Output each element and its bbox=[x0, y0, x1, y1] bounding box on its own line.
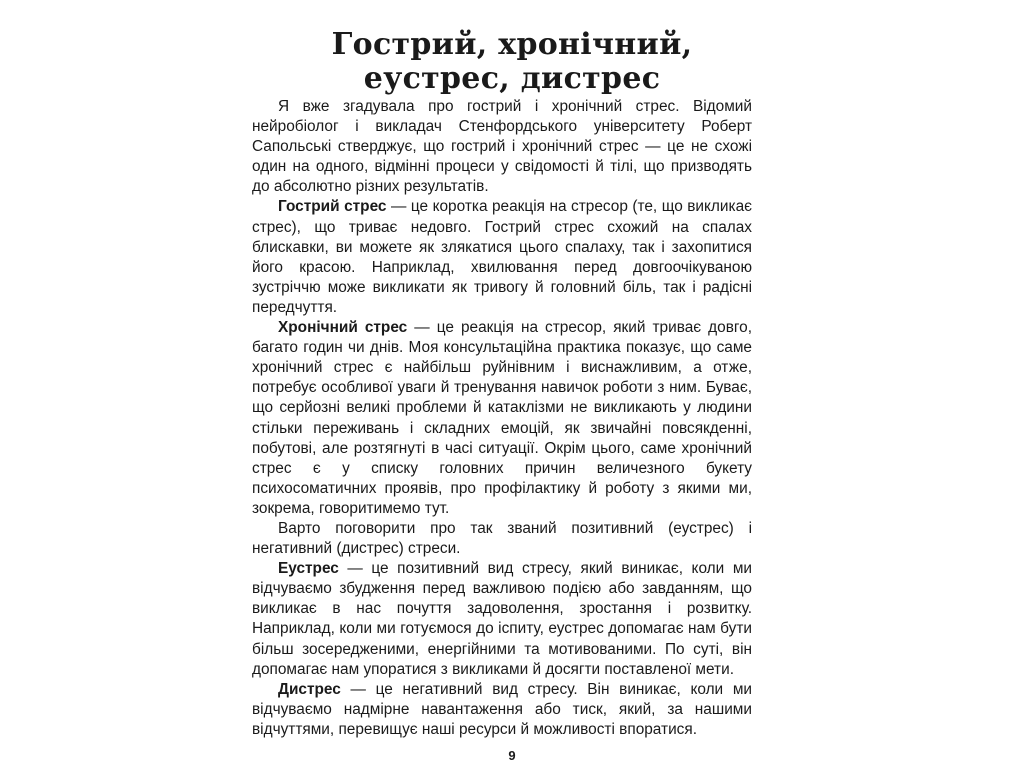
paragraph-text: — це негативний вид стресу. Він виникає, коли ми відчуваємо надмірне навантаження або тиск, який, за нашими відчуттями, перевищує наші ресурси й можливості впоратися. bbox=[252, 680, 752, 738]
term-chronic-stress: Хронічний стрес bbox=[278, 319, 408, 337]
body-text bbox=[252, 97, 752, 740]
chapter-title-line-2: еустрес, дистрес bbox=[363, 61, 661, 97]
chapter-title-line-1: Гострий, хронічний, bbox=[331, 27, 693, 63]
paragraph-text: — це позитивний вид стресу, який виникає, коли ми відчуваємо збудження перед важливою подією або завданням, що викликає в нас почуття задоволення, зростання і розвитку. Наприклад, коли ми готуємося до іспиту, еустрес допомагає нам бути більш зосередженими, енергійними та мотивованими. По суті, він допомагає нам упоратися з викликами й досягти поставленої мети. bbox=[252, 560, 752, 678]
paragraph-distress bbox=[252, 680, 752, 740]
paragraph-acute-stress bbox=[252, 197, 752, 318]
term-distress: Дистрес bbox=[278, 680, 341, 698]
paragraph-intro bbox=[252, 97, 752, 197]
paragraph-eustress bbox=[252, 559, 752, 680]
paragraph-text: — це реакція на стресор, який триває довго, багато годин чи днів. Моя консультаційна практика показує, що саме хронічний стрес є найбільш руйнівним і виснажливим, а отже, потребує особливої уваги й тренування навичок роботи з ним. Буває, що серйозні великі проблеми й катаклізми не викликають у людини стільки переживань і складних емоцій, як звичайні повсякденні, побутові, але розтягнуті в часі ситуації. Окрім цього, саме хронічний стрес є у списку головних причин величезного букету психосоматичних проявів, про профілактику й роботу з якими ми, зокрема, говоритимемо тут. bbox=[252, 319, 752, 517]
paragraph-text: — це коротка реакція на стресор (те, що викликає стрес), що триває недовго. Гострий стрес схожий на спалах блискавки, ви можете як злякатися цього спалаху, так і захопитися його красою. Наприклад, хвилювання перед довгоочікуваною зустріччю може викликати як тривогу й головний біль, так і радісні передчуття. bbox=[252, 198, 752, 316]
term-acute-stress: Гострий стрес bbox=[278, 198, 387, 216]
chapter-title bbox=[0, 28, 1024, 96]
paragraph-text: Варто поговорити про так званий позитивний (еустрес) і негативний (дистрес) стреси. bbox=[252, 519, 752, 558]
paragraph-eustress-distress-intro bbox=[252, 519, 752, 559]
paragraph-chronic-stress bbox=[252, 318, 752, 519]
term-eustress: Еустрес bbox=[278, 560, 339, 578]
page-number: 9 bbox=[508, 748, 516, 763]
paragraph-text: Я вже згадувала про гострий і хронічний стрес. Відомий нейробіолог і викладач Стенфордського університету Роберт Сапольські стверджує, що гострий і хронічний стрес — це не схожі один на одного, відмінні процеси у свідомості й тілі, що призводять до абсолютно різних результатів. bbox=[252, 98, 752, 196]
